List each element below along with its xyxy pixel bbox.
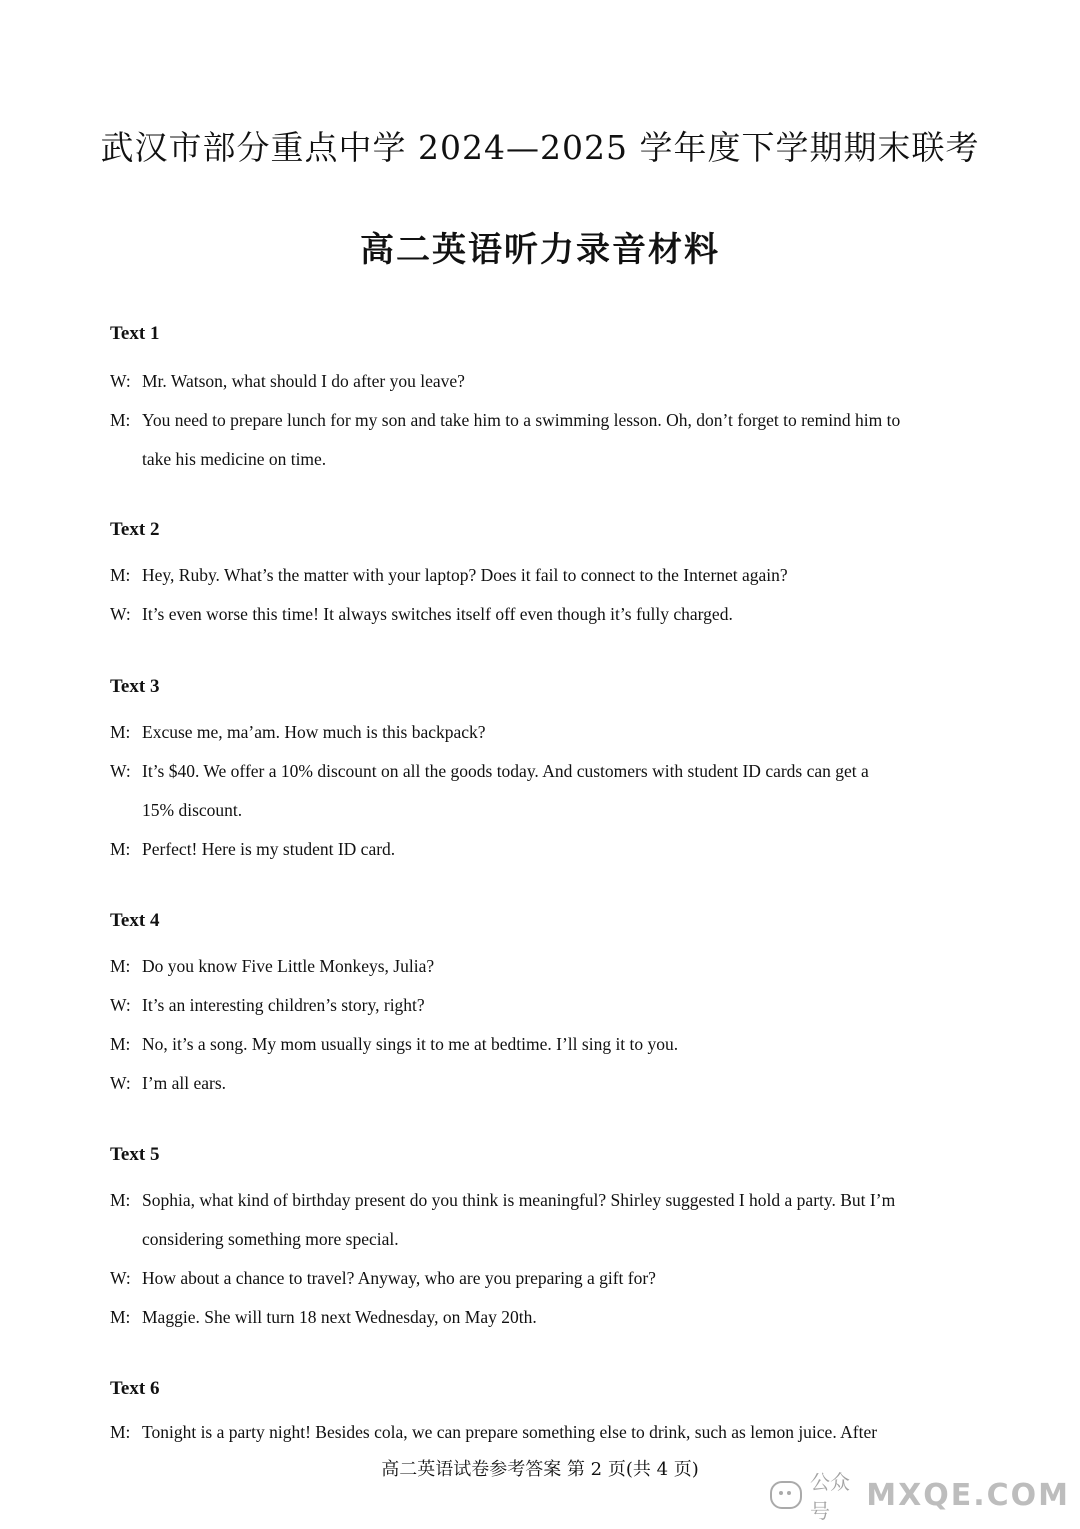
speaker-label: W:: [110, 1073, 131, 1093]
dialogue-line: [110, 1025, 990, 1064]
dialogue-line: [110, 1064, 990, 1103]
document-subtitle: 高二英语听力录音材料: [360, 230, 720, 270]
dialogue-text: Hey, Ruby. What’s the matter with your laptop? Does it fail to connect to the Internet again?: [142, 565, 788, 585]
section-heading: Text 1: [110, 323, 160, 344]
dialogue-text: Perfect! Here is my student ID card.: [142, 839, 396, 859]
dialogue-text: Tonight is a party night! Besides cola, we can prepare something else to drink, such as lemon juice. After: [142, 1422, 878, 1442]
speaker-label: W:: [110, 371, 131, 391]
section-heading: Text 6: [110, 1378, 160, 1399]
dialogue-text: Mr. Watson, what should I do after you leave?: [142, 371, 465, 391]
dialogue-text: I’m all ears.: [142, 1073, 227, 1093]
dialogue-text: No, it’s a song. My mom usually sings it to me at bedtime. I’ll sing it to you.: [142, 1034, 679, 1054]
watermark-site: MXQE.COM: [866, 1477, 1070, 1513]
speaker-label: W:: [110, 604, 131, 624]
dialogue-text: 15% discount.: [142, 800, 243, 820]
speaker-label: W:: [110, 761, 131, 781]
speaker-label: M:: [110, 1422, 131, 1442]
page-footer: 高二英语试卷参考答案 第 2 页(共 4 页): [381, 1459, 699, 1480]
dialogue-text: It’s even worse this time! It always switches itself off even though it’s fully charged.: [142, 604, 733, 624]
speaker-label: M:: [110, 1034, 131, 1054]
dialogue-text: Do you know Five Little Monkeys, Julia?: [142, 956, 435, 976]
section-heading: Text 4: [110, 910, 160, 931]
text-section-5: [110, 1143, 990, 1337]
text-section-6: [110, 1377, 990, 1452]
section-heading: Text 2: [110, 519, 160, 540]
text-section-3: [110, 675, 990, 869]
watermark: [770, 1466, 1070, 1524]
speaker-label: M:: [110, 565, 131, 585]
dialogue-text: Maggie. She will turn 18 next Wednesday, on May 20th.: [142, 1307, 537, 1327]
speaker-label: W:: [110, 1268, 131, 1288]
dialogue-text: considering something more special.: [142, 1229, 399, 1249]
dialogue-text: take his medicine on time.: [142, 449, 327, 469]
dialogue-text: Sophia, what kind of birthday present do you think is meaningful? Shirley suggested I hold a party. But I’m: [142, 1190, 896, 1210]
speaker-label: M:: [110, 722, 131, 742]
speaker-label: M:: [110, 410, 131, 430]
speaker-label: M:: [110, 839, 131, 859]
dialogue-line: [110, 713, 990, 752]
speaker-label: [110, 791, 142, 830]
text-section-1: [110, 322, 990, 479]
dialogue-text: It’s an interesting children’s story, right?: [142, 995, 425, 1015]
dialogue-line: [110, 830, 990, 869]
dialogue-line: [110, 362, 990, 401]
dialogue-line: [110, 947, 990, 986]
dialogue-text: Excuse me, ma’am. How much is this backpack?: [142, 722, 486, 742]
text-section-4: [110, 909, 990, 1103]
dialogue-line: [110, 595, 990, 634]
dialogue-text: You need to prepare lunch for my son and take him to a swimming lesson. Oh, don’t forget to remind him to: [142, 410, 901, 430]
watermark-label: 公众号: [810, 1470, 850, 1523]
speaker-label: M:: [110, 956, 131, 976]
speaker-label: M:: [110, 1307, 131, 1327]
wechat-icon: [770, 1481, 802, 1509]
speaker-label: M:: [110, 1190, 131, 1210]
dialogue-line: [110, 1259, 990, 1298]
dialogue-text: It’s $40. We offer a 10% discount on all the goods today. And customers with student ID cards can get a: [142, 761, 869, 781]
speaker-label: [110, 1220, 142, 1259]
dialogue-line: [110, 1413, 990, 1452]
dialogue-line: [110, 791, 990, 830]
dialogue-line: [110, 1220, 990, 1259]
dialogue-line: [110, 1181, 990, 1220]
dialogue-line: [110, 986, 990, 1025]
dialogue-line: [110, 752, 990, 791]
dialogue-line: [110, 556, 990, 595]
speaker-label: W:: [110, 995, 131, 1015]
dialogue-line: [110, 1298, 990, 1337]
dialogue-line: [110, 440, 990, 479]
exam-title: 武汉市部分重点中学 2024—2025 学年度下学期期末联考: [100, 128, 980, 167]
text-section-2: [110, 518, 990, 634]
speaker-label: [110, 440, 142, 479]
section-heading: Text 5: [110, 1144, 160, 1165]
dialogue-line: [110, 401, 990, 440]
section-heading: Text 3: [110, 676, 160, 697]
dialogue-text: How about a chance to travel? Anyway, who are you preparing a gift for?: [142, 1268, 656, 1288]
